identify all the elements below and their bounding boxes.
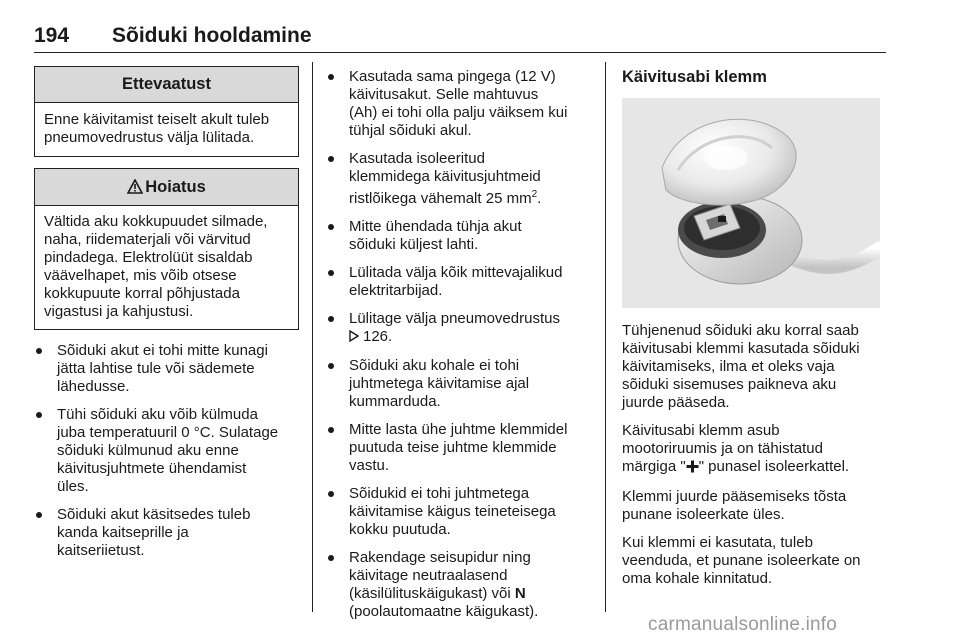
- list-line: vastu.: [349, 457, 390, 474]
- paragraph-line: mootoriruumis ja on tähistatud: [622, 440, 823, 457]
- warning-line: vigastusi ja kahjustusi.: [44, 303, 194, 320]
- warning-line: pindadega. Elektrolüüt sisaldab: [44, 249, 253, 266]
- list-line: (Ah) ei tohi olla palju väiksem kui: [349, 104, 568, 121]
- list-item: [326, 68, 602, 140]
- paragraph-line: Kui klemmi ei kasutata, tuleb: [622, 534, 813, 551]
- middle-bullet-list: [326, 68, 602, 631]
- list-line: käivitamise käigus teineteisega: [349, 503, 556, 520]
- list-line: üles.: [57, 478, 89, 495]
- paragraph: [622, 322, 884, 412]
- caution-line: Enne käivitamist teiselt akult tuleb: [44, 111, 270, 128]
- page-header: [34, 22, 886, 53]
- list-line: tühjal sõiduki akul.: [349, 122, 472, 139]
- list-item: [326, 357, 602, 411]
- page-reference-link[interactable]: 126.: [363, 328, 393, 345]
- gearbox-text: (käsilülituskäigukast) või: [349, 585, 515, 602]
- list-line: [349, 585, 602, 603]
- plus-icon: [686, 460, 699, 478]
- warning-title: Hoiatus: [145, 178, 206, 196]
- paragraph-line: sõiduki sisemuses paikneva aku: [622, 376, 837, 393]
- list-item: [326, 218, 602, 254]
- caution-line: pneumovedrustus välja lülitada.: [44, 129, 255, 146]
- list-line: juba temperatuuril 0 °C. Sulatage: [57, 424, 279, 441]
- list-line: kummarduda.: [349, 393, 441, 410]
- list-line[interactable]: [349, 328, 602, 347]
- list-line: sõiduki külmunud aku enne: [57, 442, 239, 459]
- page-title: Sõiduki hooldamine: [112, 24, 312, 47]
- paragraph-line: Tühjenenud sõiduki aku korral saab: [622, 322, 859, 339]
- list-line: kaitseriietust.: [57, 542, 145, 559]
- warning-line: kokkupuute korral põhjustada: [44, 285, 240, 302]
- jump-start-terminal-illustration: [622, 98, 880, 308]
- paragraph-line: Käivitusabi klemm asub: [622, 422, 780, 439]
- list-item: [34, 506, 306, 560]
- list-line: elektritarbijad.: [349, 282, 443, 299]
- list-line: Sõiduki akut käsitsedes tuleb: [57, 506, 251, 523]
- list-line: lähedusse.: [57, 378, 130, 395]
- list-line: jätta lahtise tule või sädemete: [57, 360, 255, 377]
- warning-box: [34, 168, 299, 330]
- paragraph-line: punane isoleerkate üles.: [622, 506, 785, 523]
- paragraph-line: [622, 458, 884, 478]
- cross-section-text: ristlõikega vähemalt 25 mm: [349, 190, 532, 207]
- paragraph-line: oma kohale kinnitatud.: [622, 570, 773, 587]
- list-line: kanda kaitseprille ja: [57, 524, 189, 541]
- warning-text: [35, 206, 298, 321]
- paragraph-line: veenduda, et punane isoleerkate on: [622, 552, 861, 569]
- page-number: 194: [34, 24, 70, 47]
- list-item: [34, 342, 306, 396]
- list-line: puutuda teise juhtme klemmide: [349, 439, 557, 456]
- mark-text: märgiga ": [622, 458, 686, 475]
- list-line: Sõidukid ei tohi juhtmetega: [349, 485, 530, 502]
- paragraph-line: käivitusabi klemmi kasutada sõiduki: [622, 340, 860, 357]
- list-item: [34, 406, 306, 496]
- list-item: [326, 310, 602, 347]
- list-item: [326, 421, 602, 475]
- mark-text: " punasel isoleerkattel.: [698, 458, 850, 475]
- column-divider-right: [605, 62, 606, 612]
- list-line: Lülitage välja pneumovedrustus: [349, 310, 560, 327]
- caution-box: [34, 66, 299, 157]
- list-item: [326, 150, 602, 208]
- list-line: Kasutada sama pingega (12 V): [349, 68, 556, 85]
- column-divider-left: [312, 62, 313, 612]
- section-title: Käivitusabi klemm: [622, 68, 767, 86]
- sentence-end: .: [537, 190, 542, 207]
- unit-superscript: 2: [531, 189, 538, 200]
- warning-line: naha, riidematerjali või värvitud: [44, 231, 251, 248]
- list-line: Lülitada välja kõik mittevajalikud: [349, 264, 563, 281]
- neutral-gear-symbol: N: [514, 585, 526, 602]
- list-item: [326, 264, 602, 300]
- list-line: Sõiduki akut ei tohi mitte kunagi: [57, 342, 268, 359]
- list-item: [326, 549, 602, 621]
- list-line: Mitte ühendada tühja akut: [349, 218, 522, 235]
- list-line: Rakendage seisupidur ning: [349, 549, 531, 566]
- right-section-text: [622, 322, 884, 598]
- list-line: Sõiduki aku kohale ei tohi: [349, 357, 520, 374]
- warning-triangle-icon: [127, 171, 143, 207]
- warning-line: väävelhapet, mis võib otsese: [44, 267, 237, 284]
- list-line: sõiduki küljest lahti.: [349, 236, 479, 253]
- paragraph: [622, 488, 884, 524]
- paragraph: [622, 534, 884, 588]
- warning-line: Vältida aku kokkupuudet silmade,: [44, 213, 268, 230]
- list-line: käivitusjuhtmete ühendamist: [57, 460, 247, 477]
- paragraph-line: juurde pääseda.: [622, 394, 730, 411]
- paragraph: [622, 422, 884, 478]
- paragraph-line: käivitamiseks, ilma et oleks vaja: [622, 358, 835, 375]
- watermark-link[interactable]: carmanualsonline.info: [648, 614, 838, 635]
- list-line: Kasutada isoleeritud: [349, 150, 485, 167]
- left-bullet-list: [34, 342, 306, 570]
- list-line: Mitte lasta ühe juhtme klemmidel: [349, 421, 568, 438]
- list-line: klemmidega käivitusjuhtmeid: [349, 168, 541, 185]
- warning-header: [35, 169, 298, 206]
- page-reference-icon: [349, 329, 359, 347]
- list-line: (poolautomaatne käigukast).: [349, 603, 539, 620]
- list-line: käivitage neutraalasend: [349, 567, 508, 584]
- list-line: juhtmetega käivitamise ajal: [349, 375, 530, 392]
- paragraph-line: Klemmi juurde pääsemiseks tõsta: [622, 488, 847, 505]
- list-line: kokku puutuda.: [349, 521, 451, 538]
- list-item: [326, 485, 602, 539]
- list-line: Tühi sõiduki aku võib külmuda: [57, 406, 258, 423]
- caution-title: Ettevaatust: [35, 67, 298, 103]
- caution-text: [35, 103, 298, 147]
- list-line: käivitusakut. Selle mahtuvus: [349, 86, 539, 103]
- list-line: [349, 186, 602, 208]
